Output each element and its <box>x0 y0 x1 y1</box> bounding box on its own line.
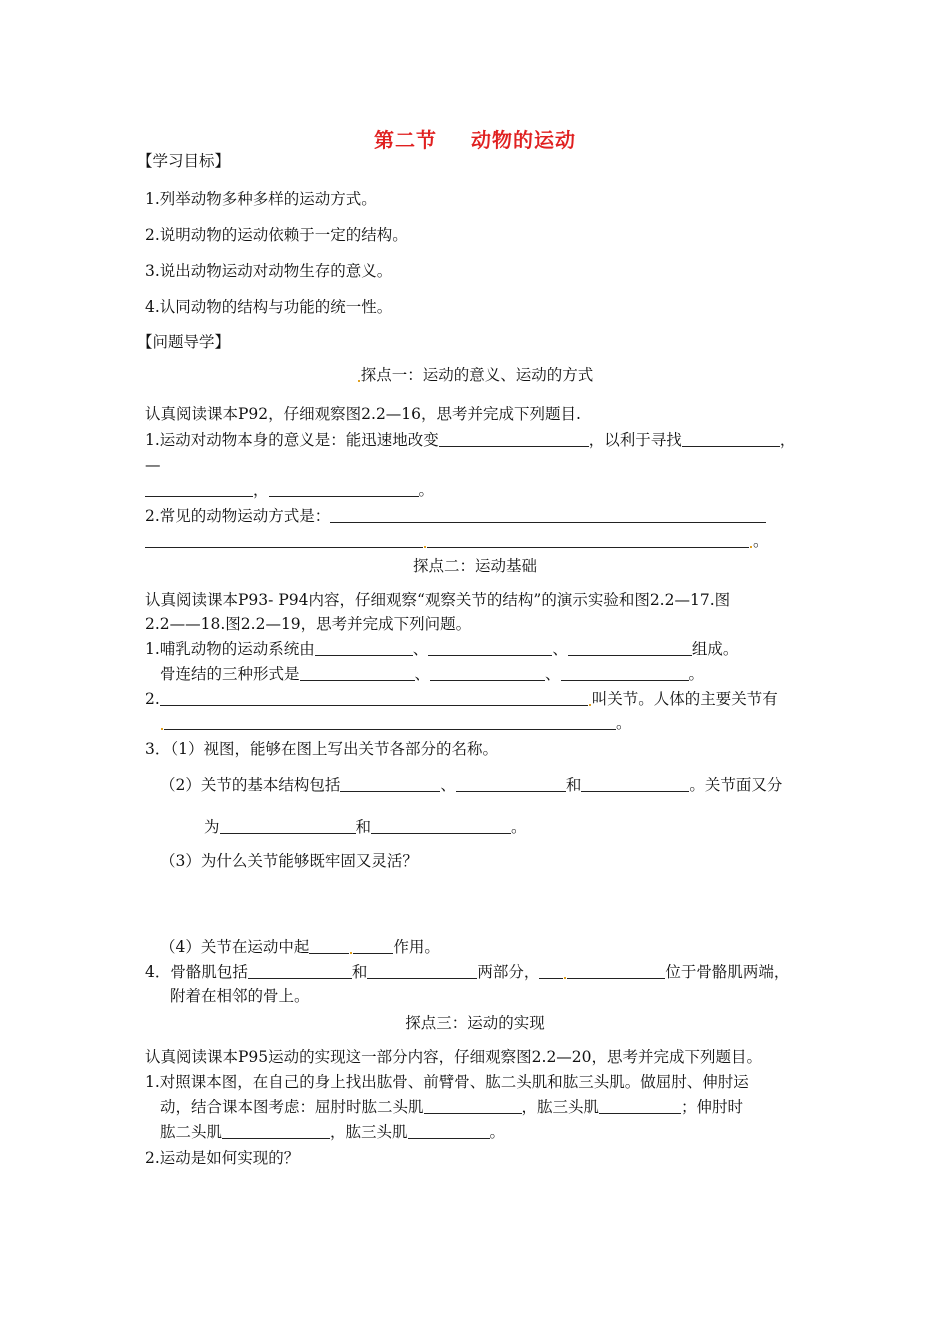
point1-intro: 认真阅读课本P92，仔细观察图2.2—16，思考并完成下列题目. <box>145 405 581 423</box>
objective-item-3: 3.说出动物运动对动物生存的意义。 <box>145 262 393 280</box>
point2-question-4-cont: 附着在相邻的骨上。 <box>170 987 310 1005</box>
point3-question-2: 2.运动是如何实现的？ <box>145 1149 300 1167</box>
objective-item-1: 1.列举动物多种多样的运动方式。 <box>145 190 377 208</box>
point3-question-1-line3: 肱二头肌 ，肱三头肌 。 <box>160 1123 506 1141</box>
blank[interactable] <box>567 963 665 979</box>
point3-question-1: 1.对照课本图，在自己的身上找出肱骨、前臂骨、肱二头肌和肱三头肌。做屈肘、伸肘运 <box>145 1073 749 1091</box>
blank[interactable] <box>300 665 415 681</box>
point2-question-1: 1.哺乳动物的运动系统由 、 、 组成。 <box>145 640 739 658</box>
point2-intro-line1: 认真阅读课本P93- P94内容，仔细观察“观察关节的结构”的演示实验和图2.2—17.图 <box>145 591 731 609</box>
point2-question-2-cont: 。 <box>160 713 632 733</box>
blank[interactable] <box>164 714 616 730</box>
point2-question-3-3: （3）为什么关节能够既牢固又灵活？ <box>160 852 418 870</box>
point1-question-2-cont: 。 <box>145 531 769 551</box>
blank[interactable] <box>430 665 545 681</box>
blank[interactable] <box>269 481 419 497</box>
blank[interactable] <box>220 818 356 834</box>
blank[interactable] <box>353 938 393 954</box>
blank[interactable] <box>581 776 689 792</box>
blank[interactable] <box>428 640 552 656</box>
point2-question-4: 4．骨骼肌包括 和 两部分， 位于骨骼肌两端， <box>145 963 790 981</box>
title-topic: 动物的运动 <box>471 128 576 152</box>
title-section: 第二节 <box>374 128 437 152</box>
blank[interactable] <box>682 431 780 447</box>
blank[interactable] <box>309 938 349 954</box>
point3-question-1-line2: 动，结合课本图考虑：屈肘时肱二头肌 ，肱三头肌 ；伸肘时 <box>160 1098 744 1116</box>
objectives-heading: 【学习目标】 <box>137 152 231 170</box>
point1-question-2: 2.常见的动物运动方式是： <box>145 506 766 526</box>
blank[interactable] <box>160 690 588 706</box>
blank[interactable] <box>439 431 589 447</box>
point2-question-2: 2. 叫关节。人体的主要关节有 <box>145 690 778 708</box>
point1-question-1-mark: — <box>145 456 161 474</box>
point2-question-3-1: 3．（1）视图，能够在图上写出关节各部分的名称。 <box>145 740 498 758</box>
blank[interactable] <box>340 776 440 792</box>
point2-question-3-2-cont: 为 和 。 <box>204 818 527 836</box>
objective-item-2: 2.说明动物的运动依赖于一定的结构。 <box>145 226 408 244</box>
guide-heading: 【问题导学】 <box>137 333 231 351</box>
blank[interactable] <box>599 1098 681 1114</box>
blank[interactable] <box>145 532 423 548</box>
point2-intro-line2: 2.2——18.图2.2—19，思考并完成下列问题。 <box>145 615 472 633</box>
point2-question-3-2: （2）关节的基本结构包括 、 和 。关节面又分 <box>160 776 783 794</box>
blank[interactable] <box>561 665 689 681</box>
blank[interactable] <box>371 818 511 834</box>
point3-heading: 探点三：运动的实现 <box>405 1014 545 1032</box>
blank[interactable] <box>539 963 563 979</box>
blank[interactable] <box>330 507 766 523</box>
blank[interactable] <box>315 640 413 656</box>
blank[interactable] <box>222 1123 330 1139</box>
blank[interactable] <box>367 963 477 979</box>
blank[interactable] <box>248 963 352 979</box>
blank[interactable] <box>427 532 749 548</box>
point2-heading: 探点二：运动基础 <box>412 557 537 575</box>
point2-question-1b: 骨连结的三种形式是 、 、 。 <box>160 665 705 683</box>
page-title <box>0 124 950 153</box>
point2-question-3-4: （4）关节在运动中起 作用。 <box>160 938 440 956</box>
blank[interactable] <box>456 776 566 792</box>
blank[interactable] <box>408 1123 490 1139</box>
objective-item-4: 4.认同动物的结构与功能的统一性。 <box>145 298 393 316</box>
point3-intro: 认真阅读课本P95运动的实现这一部分内容，仔细观察图2.2—20，思考并完成下列题目。 <box>145 1048 763 1066</box>
blank[interactable] <box>424 1098 522 1114</box>
blank[interactable] <box>145 481 253 497</box>
point1-question-1-cont: ， 。 <box>145 480 434 500</box>
point1-heading: 探点一：运动的意义、运动的方式 <box>0 365 950 385</box>
blank[interactable] <box>568 640 692 656</box>
point1-question-1: 1.运动对动物本身的意义是：能迅速地改变 ，以利于寻找 ， <box>145 431 796 449</box>
